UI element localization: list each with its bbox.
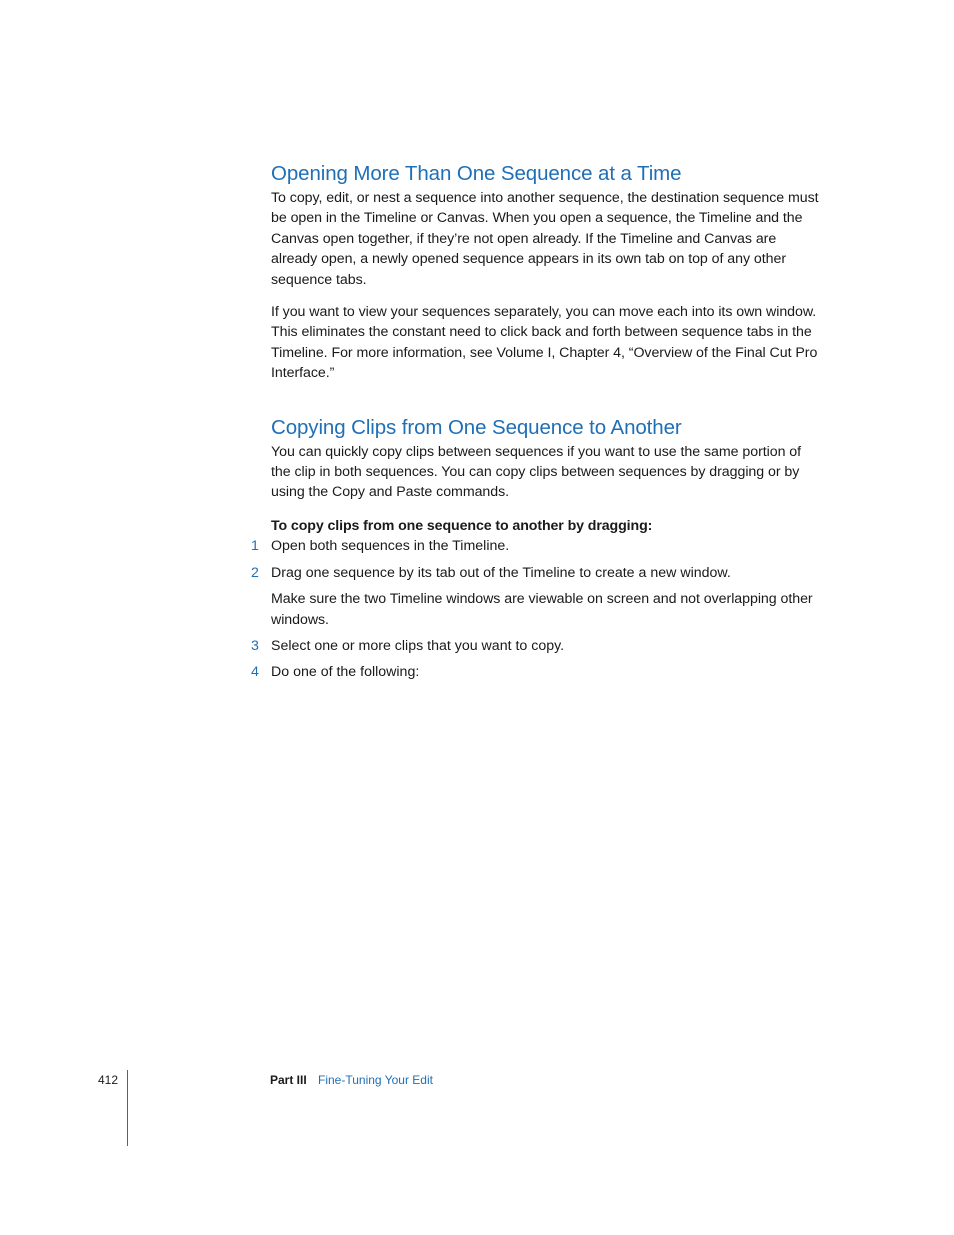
body-paragraph: To copy, edit, or nest a sequence into another sequence, the destination sequence must be open in the Timeline or Canvas. When you open a sequence, the Timeline and the Canvas open together, if they’re not open already. If the Timeline and Canvas are already open, a newly opened sequence appears in its own tab on top of any other sequence tabs. [271, 190, 819, 288]
body-paragraph: If you want to view your sequences separately, you can move each into its own window. This eliminates the constant need to click back and forth between sequence tabs in the Timeline. For more information, see Volume I, Chapter 4, “Overview of the Final Cut Pro Interface.” [271, 304, 818, 382]
step-item [251, 536, 823, 556]
step-item [251, 563, 823, 583]
footer-part-label: Part III [270, 1073, 307, 1087]
section-heading-copying-clips: Copying Clips from One Sequence to Another [271, 415, 682, 439]
step-note: Make sure the two Timeline windows are viewable on screen and not overlapping other windows. [271, 591, 813, 628]
body-paragraph: You can quickly copy clips between sequences if you want to use the same portion of the clip in both sequences. You can copy clips between sequences by dragging or by using the Copy and Paste commands. [271, 443, 802, 501]
step-number: 4 [251, 664, 259, 681]
step-item [251, 662, 823, 682]
step-number: 3 [251, 637, 259, 654]
step-text: Open both sequences in the Timeline. [271, 538, 510, 555]
footer-part-title: Fine-Tuning Your Edit [318, 1073, 433, 1087]
step-number: 1 [251, 538, 259, 555]
page-number: 412 [98, 1073, 119, 1087]
step-item [251, 636, 823, 656]
procedure-title: To copy clips from one sequence to another by dragging: [271, 517, 653, 534]
step-text: Drag one sequence by its tab out of the Timeline to create a new window. [271, 564, 731, 581]
section-heading-opening-sequences: Opening More Than One Sequence at a Time [271, 162, 682, 185]
footer-divider [127, 1070, 128, 1146]
page-content [251, 160, 823, 683]
step-text: Select one or more clips that you want to copy. [271, 637, 565, 654]
step-text: Do one of the following: [271, 664, 420, 681]
step-number: 2 [251, 564, 259, 581]
